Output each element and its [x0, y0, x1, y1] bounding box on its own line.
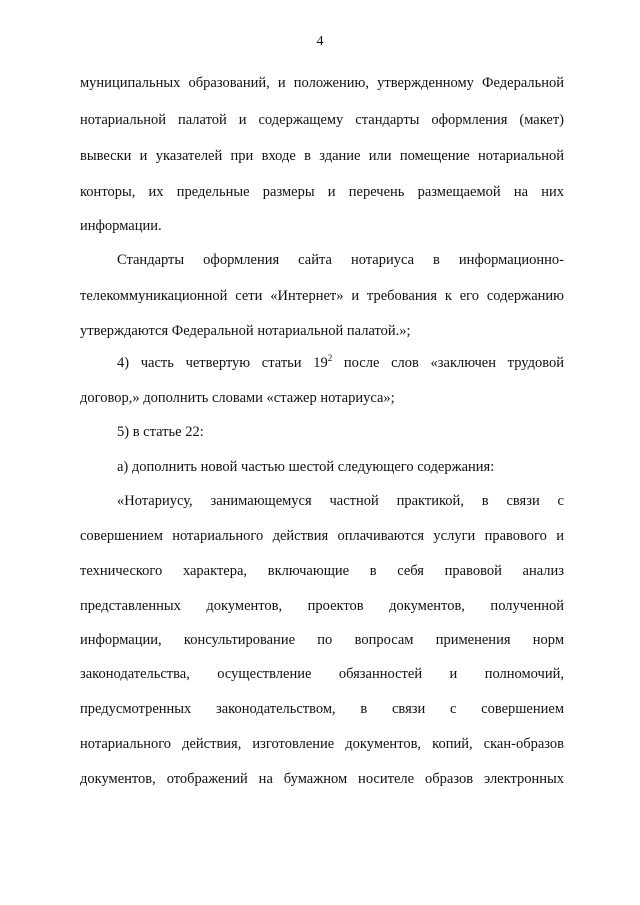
text-line: а) дополнить новой частью шестой следующего содержания: — [117, 459, 495, 475]
text-line: предусмотренных законодательством, в связи с совершением — [80, 701, 564, 717]
text-line: телекоммуникационной сети «Интернет» и требования к его содержанию — [80, 288, 564, 304]
text-line: Стандарты оформления сайта нотариуса в информационно- — [117, 252, 564, 268]
text-line: «Нотариусу, занимающемуся частной практикой, в связи с — [117, 493, 564, 509]
text-line: законодательства, осуществление обязанностей и полномочий, — [80, 666, 564, 682]
text-line: документов, отображений на бумажном носителе образов электронных — [80, 771, 564, 787]
page-number: 4 — [316, 34, 324, 49]
superscript: 2 — [327, 353, 333, 363]
text-line: технического характера, включающие в себя правовой анализ — [80, 563, 564, 579]
text-line: 5) в статье 22: — [117, 424, 204, 440]
line-part: после слов «заключен трудовой — [332, 355, 564, 371]
text-line: договор,» дополнить словами «стажер нотариуса»; — [80, 390, 395, 406]
line-part: 4) часть четвертую статьи 19 — [117, 355, 328, 371]
text-line — [117, 353, 564, 373]
text-line: вывески и указателей при входе в здание или помещение нотариальной — [80, 148, 564, 164]
text-line: муниципальных образований, и положению, утвержденному Федеральной — [80, 75, 564, 91]
text-line: совершением нотариального действия оплачиваются услуги правового и — [80, 528, 564, 544]
text-line: нотариальной палатой и содержащему стандарты оформления (макет) — [80, 112, 564, 128]
text-line: информации, консультирование по вопросам применения норм — [80, 632, 564, 648]
text-line: утверждаются Федеральной нотариальной палатой.»; — [80, 323, 411, 339]
text-line: представленных документов, проектов документов, полученной — [80, 598, 564, 614]
text-line: информации. — [80, 218, 162, 234]
text-line: конторы, их предельные размеры и перечень размещаемой на них — [80, 184, 564, 200]
text-line: нотариального действия, изготовление документов, копий, скан-образов — [80, 736, 564, 752]
